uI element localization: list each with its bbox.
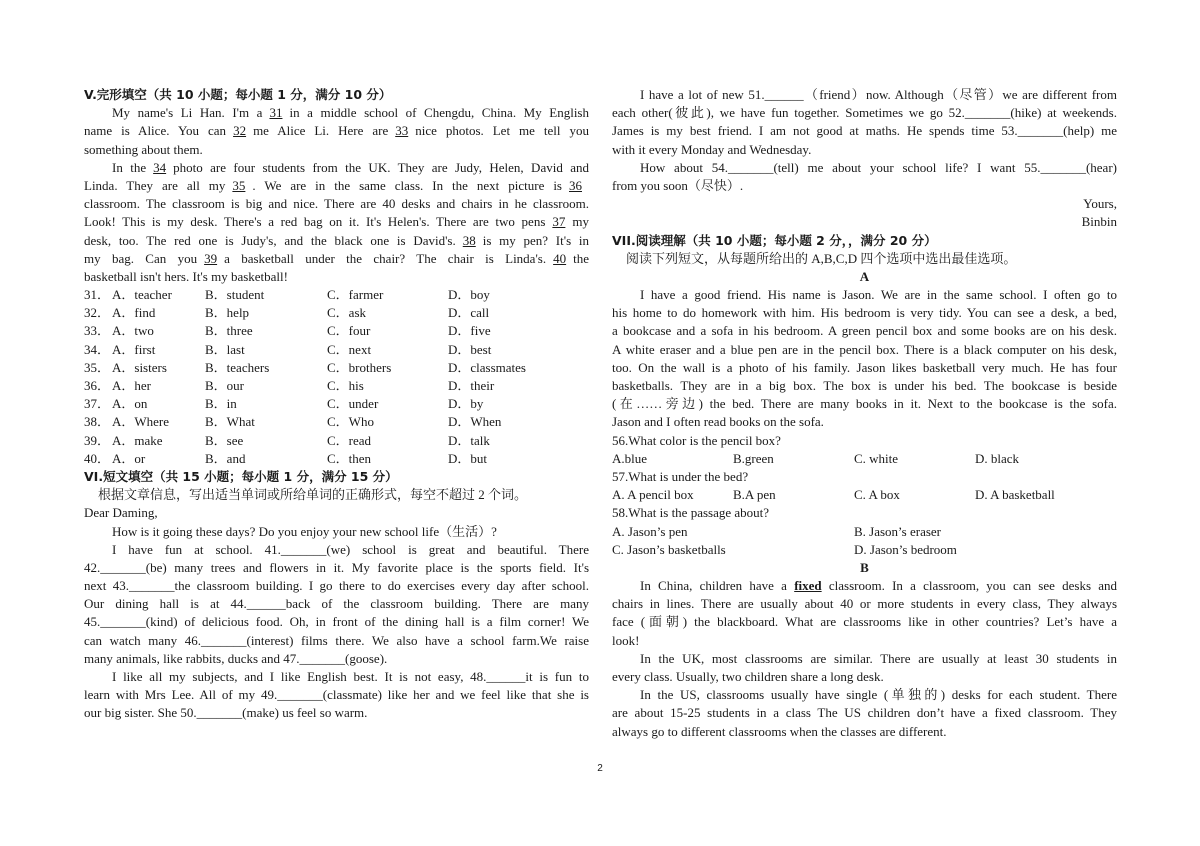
- option-row: 40． A．or B．and C．then D．but: [84, 450, 488, 466]
- options-list: [84, 286, 589, 468]
- letter-line: can watch many 46._______(interest) films there. We also have a school farm.We raise: [84, 632, 589, 648]
- letter-line: with it every Monday and Wednesday.: [612, 141, 812, 157]
- cloze-line: My name's Li Han. I'm a 31 in a middle school of Chengdu, China. My English: [112, 105, 589, 121]
- option-row: 38． A．Where B．What C．Who D．When: [84, 414, 502, 430]
- letter-closing: Yours,: [1083, 196, 1117, 212]
- question-58: 58.What is the passage about?: [612, 505, 770, 521]
- letter-line: our big sister. She 50._______(make) us feel so warm.: [84, 705, 368, 721]
- letter-line: each other(彼此), we have fun together. Sometimes we go 52._______(hike) at weekends.: [612, 105, 1117, 121]
- letter-line: How is it going these days? Do you enjoy your new school life（生活）?: [112, 523, 497, 539]
- letter-line: next 43._______the classroom building. I go there to do exercises every day after school.: [84, 578, 589, 594]
- cloze-line: Linda. They are all my 35 . We are in the same class. In the next picture is 36: [84, 177, 582, 193]
- section-vii-heading: VII.阅读理解（共 10 小题；每小题 2 分，，满分 20 分）: [612, 232, 937, 248]
- letter-line: from you soon（尽快）.: [612, 177, 744, 193]
- question-56: 56.What color is the pencil box?: [612, 432, 781, 448]
- letter-line: How about 54._______(tell) me about your school life? I want 55._______(hear): [640, 159, 1117, 175]
- passage-line: every class. Usually, two children share a long desk.: [612, 669, 884, 684]
- option-row: 35． A．sisters B．teachers C．brothers D．classmates: [84, 359, 526, 375]
- cloze-line: my bag. Can you 39 a basketball under the chair? The chair is Linda's. 40 the: [84, 250, 589, 266]
- passage-line: look!: [612, 632, 640, 648]
- passage-line: always go to different classrooms when the classes are different.: [612, 723, 947, 739]
- choices-58: A. Jason’s pen B. Jason’s eraser: [612, 523, 942, 539]
- option-row: 33． A．two B．three C．four D．five: [84, 323, 491, 339]
- choices-58-cont: C. Jason’s basketballs D. Jason’s bedroom: [612, 541, 957, 557]
- passage-line: I have a good friend. His name is Jason. We are in the same school. I often go to: [640, 287, 1117, 303]
- section-vi-heading: VI.短文填空（共 15 小题；每小题 1 分，满分 15 分）: [84, 468, 398, 484]
- fixed-word: fixed: [794, 578, 822, 594]
- passage-line: face (面朝) the blackboard. What are classrooms like in other countries? Let’s have a: [612, 614, 1117, 630]
- section-v-heading: V.完形填空（共 10 小题；每小题 1 分，满分 10 分）: [84, 87, 392, 102]
- option-row: 39． A．make B．see C．read D．talk: [84, 432, 490, 448]
- passage-line: In the UK, most classrooms are similar. There are usually at least 30 students in: [640, 650, 1117, 666]
- section-vi-instruction: 根据文章信息，写出适当单词或所给单词的正确形式，每空不超过 2 个词。: [98, 487, 528, 503]
- passage-line: are about 15-25 students in a class The US children don’t have a fixed classroom. They: [612, 705, 1117, 721]
- option-row: 32． A．find B．help C．ask D．call: [84, 305, 490, 321]
- letter-line: 42._______(be) many trees and flowers in it. My favorite place is the sports field. It's: [84, 559, 589, 575]
- passage-line: In China, children have a fixed classroom. In a classroom, you can see desks and: [640, 578, 1117, 594]
- cloze-line: name is Alice. You can 32 me Alice Li. Here are 33 nice photos. Let me tell you: [84, 123, 589, 139]
- cloze-line: something about them.: [84, 141, 203, 157]
- passage-line: A white eraser and a blue pen are in the pencil box. There is a black computer on his desk,: [612, 341, 1117, 357]
- letter-line: I like all my subjects, and I like English best. It is not easy, 48.______it is fun to: [112, 669, 589, 684]
- passage-b-label: B: [860, 559, 869, 575]
- choices-57: A. A pencil box B.A pen C. A box D. A basketball: [612, 487, 1055, 503]
- option-row: 36． A．her B．our C．his D．their: [84, 378, 495, 393]
- choices-56: A.blue B.green C. white D. black: [612, 450, 1020, 466]
- letter-greeting: Dear Daming,: [84, 505, 158, 521]
- question-57: 57.What is under the bed?: [612, 468, 749, 484]
- right-column: [612, 86, 1117, 741]
- letter-line: many animals, like rabbits, ducks and 47._______(goose).: [84, 650, 388, 666]
- letter-signature: Binbin: [1081, 214, 1117, 230]
- letter-line: Our dining hall is at 44.______back of the classroom building. There are many: [84, 596, 589, 612]
- passage-line: too. On the wall is a photo of his family. Jason likes basketball very much. He has four: [612, 359, 1117, 375]
- option-row: 37． A．on B．in C．under D．by: [84, 396, 484, 412]
- passage-line: Jason and I often read books on the sofa.: [612, 414, 824, 430]
- cloze-line: desk, too. The red one is Judy's, and the black one is David's. 38 is my pen? It's in: [84, 232, 589, 248]
- letter-line: I have fun at school. 41._______(we) school is great and beautiful. There: [112, 541, 589, 557]
- cloze-line: In the 34 photo are four students from the UK. They are Judy, Helen, David and: [112, 159, 589, 175]
- passage-line: a bookcase and a sofa in his bedroom. A green pencil box and some books are on his desk.: [612, 323, 1117, 339]
- passage-line: (在……旁边) the bed. There are many books in it. Next to the bookcase is the sofa.: [612, 396, 1117, 412]
- letter-line: James is my best friend. I am not good at maths. He spends time 53._______(help) me: [612, 123, 1117, 139]
- passage-a-label: A: [859, 268, 870, 284]
- passage-line: chairs in lines. There are usually about 40 or more students in every class, They always: [612, 596, 1117, 612]
- passage-line: In the US, classrooms usually have single (单独的) desks for each student. There: [640, 687, 1117, 703]
- passage-line: basketballs. They are in a big box. The box is under his bed. The bookcase is beside: [612, 378, 1117, 393]
- section-vii-instruction: 阅读下列短文，从每题所给出的 A,B,C,D 四个选项中选出最佳选项。: [626, 250, 1017, 266]
- left-column: [84, 86, 589, 723]
- cloze-line: classroom. The classroom is big and nice. There are 40 desks and chairs in he classroom.: [84, 196, 589, 212]
- option-row: 34． A．first B．last C．next D．best: [84, 341, 492, 357]
- letter-line: 45._______(kind) of delicious food. Oh, in front of the dining hall is a film corner! We: [84, 614, 589, 630]
- cloze-line: Look! This is my desk. There's a red bag on it. It's Helen's. There are two pens 37 my: [84, 214, 589, 230]
- cloze-line: basketball isn't hers. It's my basketball!: [84, 268, 288, 284]
- option-row: 31． A．teacher B．student C．farmer D．boy: [84, 287, 490, 303]
- passage-line: his home to do homework with him. His bedroom is very tidy. You can see a desk, a bed,: [612, 305, 1117, 321]
- page-number: 2: [597, 763, 603, 774]
- letter-line: learn with Mrs Lee. All of my 49._______(classmate) like her and we feel like that she is: [84, 687, 589, 703]
- letter-line: I have a lot of new 51.______（friend）now. Although（尽管）we are different from: [640, 87, 1117, 102]
